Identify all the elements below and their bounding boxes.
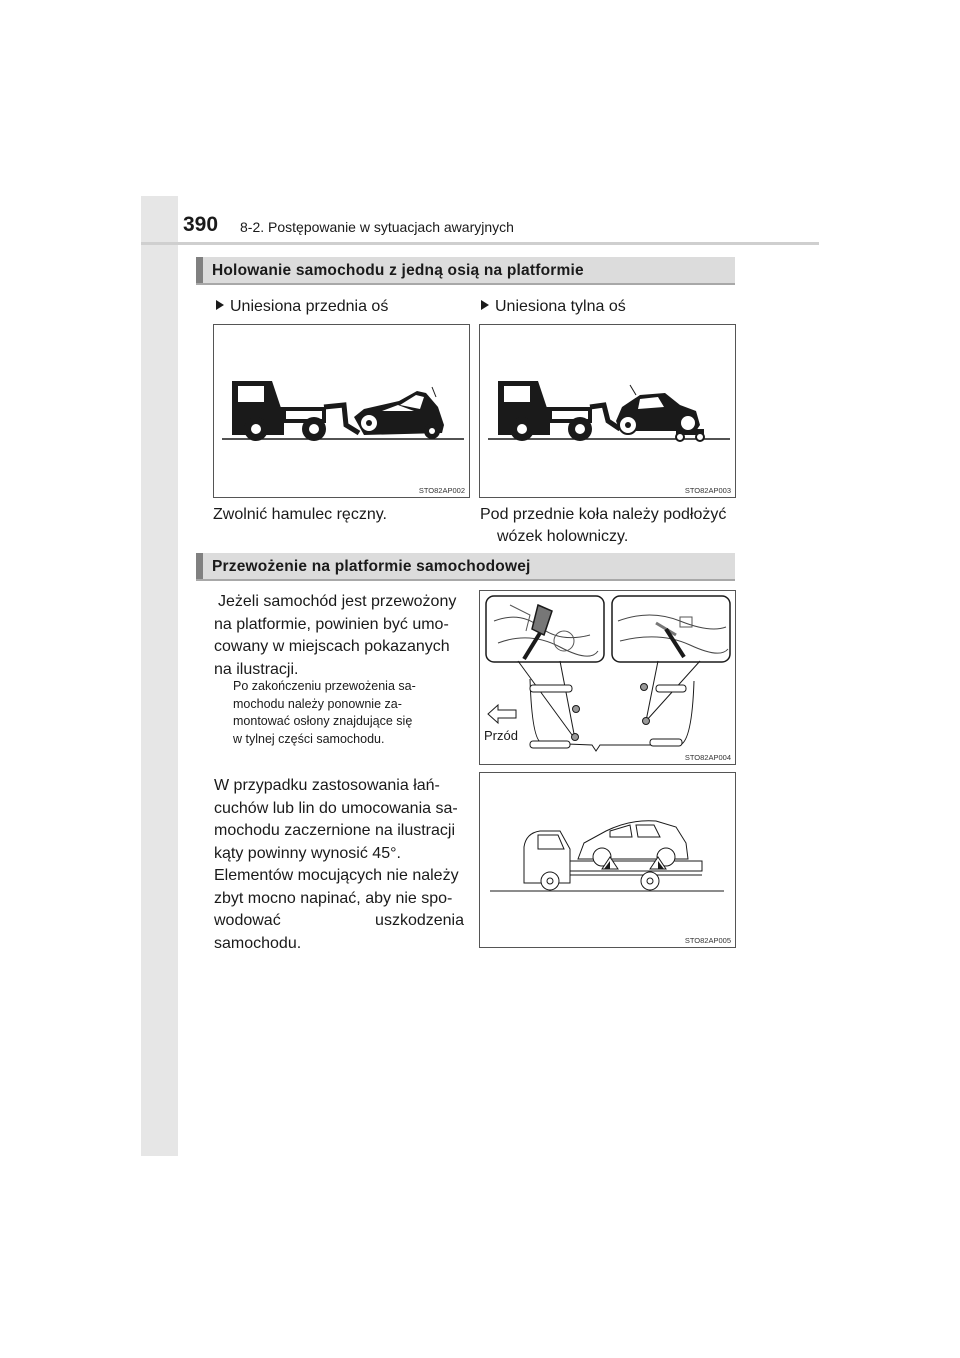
subhead-rear-raised-text: Uniesiona tylna oś: [495, 298, 626, 315]
car-carrier-illustration: [480, 773, 736, 948]
tow-truck-front-raised-illustration: [214, 325, 470, 498]
figure-car-carrier: [479, 772, 736, 948]
page-sidebar-strip: [141, 196, 178, 1156]
section-title-bar: [196, 257, 203, 283]
paragraph-line: na platformie, powinien być umo-: [214, 615, 449, 633]
paragraph-line: cuchów lub lin do umocowania sa-: [214, 799, 458, 817]
paragraph-line: Jeżeli samochód jest przewożony: [218, 593, 457, 610]
figure-rear-axle-raised: [479, 324, 736, 498]
paragraph-chain-angles: [214, 775, 464, 865]
paragraph-line: W przypadku zastosowania łań-: [214, 777, 440, 794]
bullet-triangle-icon: [216, 300, 224, 310]
page-number: 390: [183, 213, 219, 236]
caption-dolly-line2: wózek holowniczy.: [497, 528, 629, 545]
figure-code: STO82AP003: [684, 486, 731, 495]
subhead-front-raised: [216, 298, 388, 316]
paragraph-line: zbyt mocno napinać, aby nie spo-: [214, 889, 453, 907]
note-line: Po zakończeniu przewożenia sa-: [233, 679, 416, 693]
front-direction-label: Przód: [484, 728, 518, 743]
figure-tiedown-points: [479, 590, 736, 765]
subhead-rear-raised: [481, 298, 626, 316]
header-rule: [141, 242, 819, 245]
caption-release-parking-brake: Zwolnić hamulec ręczny.: [213, 506, 387, 523]
tiedown-points-illustration: [480, 591, 736, 765]
paragraph-line: mochodu zaczernione na ilustracji: [214, 822, 456, 839]
figure-code: STO82AP004: [684, 753, 731, 762]
paragraph-do-not-overtighten: [214, 865, 464, 955]
figure-code: STO82AP005: [684, 936, 731, 945]
section-title-text: Holowanie samochodu z jedną osią na platformie: [212, 262, 584, 279]
paragraph-line: cowany w miejscach pokazanych: [214, 638, 450, 655]
paragraph-line: wodować uszkodzenia samochodu.: [214, 912, 464, 952]
paragraph-line: kąty powinny wynosić 45°.: [214, 844, 401, 862]
subhead-front-raised-text: Uniesiona przednia oś: [230, 298, 389, 315]
note-line: mochodu należy ponownie za-: [233, 696, 402, 711]
bullet-triangle-icon: [481, 300, 489, 310]
section-title-text: Przewożenie na platformie samochodowej: [212, 558, 531, 575]
caption-dolly-line1: Pod przednie koła należy podłożyć: [480, 506, 727, 523]
section-title-bar: [196, 553, 203, 579]
figure-front-axle-raised: [213, 324, 470, 498]
section-title-one-axle-towing: [196, 257, 735, 285]
paragraph-tiedown-locations: [214, 591, 464, 681]
figure-code: STO82AP002: [418, 486, 465, 495]
note-line: montować osłony znajdujące się: [233, 714, 413, 728]
note-reinstall-covers: [233, 678, 463, 748]
tow-truck-rear-raised-illustration: [480, 325, 736, 498]
note-line: w tylnej części samochodu.: [233, 731, 385, 746]
paragraph-line: Elementów mocujących nie należy: [214, 867, 459, 884]
paragraph-line: na ilustracji.: [214, 660, 299, 678]
section-title-platform-transport: [196, 553, 735, 581]
chapter-title: 8-2. Postępowanie w sytuacjach awaryjnych: [240, 219, 514, 235]
